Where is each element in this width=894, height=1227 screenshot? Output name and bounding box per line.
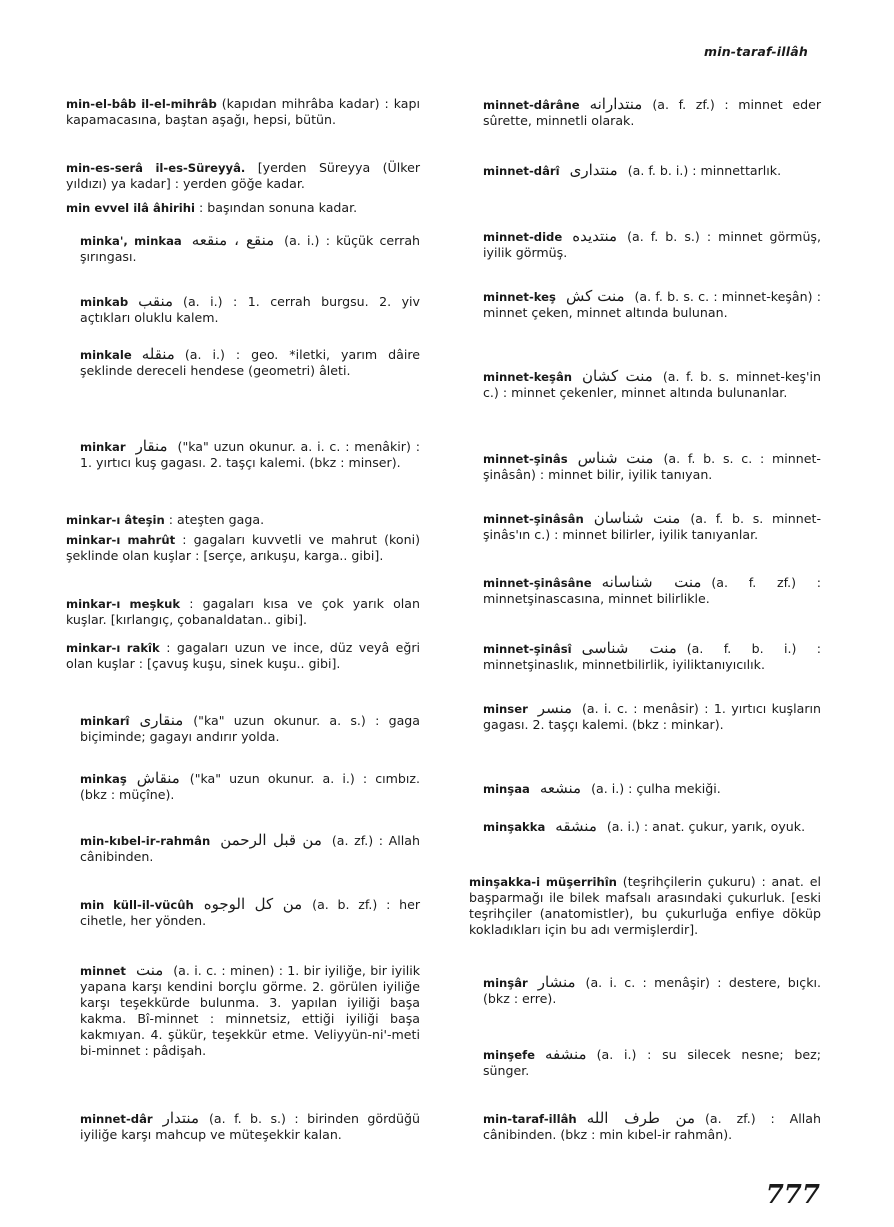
entry-headword: minser xyxy=(483,702,528,716)
dictionary-entry xyxy=(447,228,821,261)
dictionary-entry xyxy=(447,96,821,129)
entry-headword: min küll-il-vücûh xyxy=(80,898,194,912)
entry-headword: minnet-şinâsân xyxy=(483,512,584,526)
dictionary-entry xyxy=(447,1110,821,1143)
dictionary-entry xyxy=(44,596,420,628)
dictionary-entry xyxy=(447,574,821,607)
entry-arabic-script: منشقه xyxy=(555,817,597,835)
entry-definition: (a. f. b. s. c. : minnet-keşân) : minnet çeken, minnet altında bulunan. xyxy=(483,289,821,320)
entry-definition: (a. f. b. s. minnet-keş'in c.) : minnet çekenler, minnet altında bulunanlar. xyxy=(483,369,821,400)
entry-arabic-script: من طرف الله xyxy=(586,1109,696,1127)
entry-definition: (a. f. zf.) : minnetşinascasına, minnet bilirlikle. xyxy=(483,575,821,606)
entry-headword: min-kıbel-ir-rahmân xyxy=(80,834,211,848)
entry-headword: minkar-ı meşkuk xyxy=(66,597,181,611)
dictionary-entry xyxy=(447,974,821,1007)
dictionary-entry xyxy=(44,200,420,216)
dictionary-entry xyxy=(44,293,420,326)
entry-definition: (a. f. zf.) : minnet eder sûrette, minnetli olarak. xyxy=(483,97,821,128)
entry-arabic-script: من كل الوجوه xyxy=(203,895,303,913)
entry-definition: : gagaları uzun ve ince, düz veyâ eğri olan kuşlar : [çavuş kuşu, sinek kuşu.. gibi]. xyxy=(66,640,420,671)
entry-headword: minkab xyxy=(80,295,129,309)
dictionary-entry xyxy=(44,832,420,865)
entry-arabic-script: منشعه xyxy=(539,779,582,797)
entry-headword: minnet-şinâs xyxy=(483,452,568,466)
entry-definition: : gagaları kuvvetli ve mahrut (koni) şeklinde olan kuşlar : [serçe, arıkuşu, karga.. gibi]. xyxy=(66,532,420,563)
entry-definition: (a. i.) : çulha mekiği. xyxy=(591,781,721,796)
entry-definition: (a. f. b. s.) : minnet görmüş, iyilik görmüş. xyxy=(483,229,821,260)
dictionary-entry xyxy=(447,874,821,938)
dictionary-entry xyxy=(44,1110,420,1143)
dictionary-entry xyxy=(44,438,420,471)
entry-definition: (a. i.) : anat. çukur, yarık, oyuk. xyxy=(606,819,806,834)
entry-arabic-script: منقارى xyxy=(139,711,184,729)
entry-definition: (a. i.) : su silecek nesne; bez; sünger. xyxy=(483,1047,821,1078)
entry-headword: minşaa xyxy=(483,782,530,796)
entry-headword: minnet-keşân xyxy=(483,370,573,384)
entry-arabic-script: من قبل الرحمن xyxy=(220,831,322,849)
entry-headword: minnet-dârî xyxy=(483,164,560,178)
entry-headword: minnet-şinâsî xyxy=(483,642,572,656)
entry-headword: minşefe xyxy=(483,1048,535,1062)
entry-arabic-script: منقار xyxy=(135,437,168,455)
entry-arabic-script: منت شناسانه xyxy=(601,573,702,591)
entry-headword: minnet-dide xyxy=(483,230,563,244)
dictionary-entry xyxy=(447,1046,821,1079)
dictionary-entry xyxy=(44,712,420,745)
entry-arabic-script: منقله xyxy=(141,345,175,363)
dictionary-entry xyxy=(44,96,420,128)
entry-headword: min evvel ilâ âhirihi xyxy=(66,201,195,215)
entry-headword: min-taraf-illâh xyxy=(483,1112,577,1126)
entry-definition: (a. f. b. s. minnet-şinâs'ın c.) : minnet bilirler, iyilik tanıyanlar. xyxy=(483,511,821,542)
entry-definition: ("ka" uzun okunur. a. i. c. : menâkir) : 1. yırtıcı kuş gagası. 2. taşçı kalemi. (bkz : minser). xyxy=(80,439,420,470)
entry-headword: minkar-ı mahrût xyxy=(66,533,176,547)
entry-arabic-script: منتدارى xyxy=(569,161,618,179)
dictionary-entry xyxy=(447,640,821,673)
entry-definition: : gagaları kısa ve çok yarık olan kuşlar. [kırlangıç, çobanaldatan.. gibi]. xyxy=(66,596,420,627)
dictionary-entry xyxy=(44,232,420,265)
running-head: min-taraf-illâh xyxy=(703,44,808,59)
dictionary-entry xyxy=(44,640,420,672)
entry-definition: : başından sonuna kadar. xyxy=(199,200,358,215)
entry-headword: minnet xyxy=(80,964,126,978)
entry-arabic-script: منت كشان xyxy=(582,367,653,385)
dictionary-entry xyxy=(447,450,821,483)
entry-arabic-script: منقاش xyxy=(136,769,180,787)
entry-definition: (a. i. c. : minen) : 1. bir iyiliğe, bir iyilik yapana karşı kendini borçlu görme. 2. görülen iyiliğe karşı teşekkürde bulunma. 3. yapılan iyiliği başa kakma. Bî-minnet : minnetsiz, ettiği iyiliği başa kakmıyan. 4. şükür, teşekkür etme. Veliyyün-ni'-meti bi-minnet : pâdişah. xyxy=(80,963,420,1058)
entry-arabic-script: منت شناسى xyxy=(581,639,677,657)
entry-headword: minşakka xyxy=(483,820,546,834)
entry-headword: minkar-ı rakîk xyxy=(66,641,160,655)
entry-definition: ("ka" uzun okunur. a. i.) : cımbız. (bkz : müçîne). xyxy=(80,771,420,802)
entry-arabic-script: منشار xyxy=(537,973,576,991)
entry-definition: (a. f. b. i.) : minnettarlık. xyxy=(627,163,782,178)
entry-arabic-script: منقع ، منقعه xyxy=(191,231,275,249)
entry-definition: (a. i.) : 1. cerrah burgsu. 2. yiv açtıkları oluklu kalem. xyxy=(80,294,420,325)
dictionary-entry xyxy=(447,510,821,543)
entry-definition: (a. i.) : geo. *iletki, yarım dâire şeklinde dereceli hendese (geometri) âleti. xyxy=(80,347,420,378)
entry-headword: minkar-ı âteşin xyxy=(66,513,165,527)
dictionary-entry xyxy=(44,160,420,192)
dictionary-entry xyxy=(447,780,821,797)
entry-definition: (a. i.) : küçük cerrah şırıngası. xyxy=(80,233,421,264)
entry-arabic-script: منشفه xyxy=(544,1045,587,1063)
entry-arabic-script: منتدار xyxy=(162,1109,199,1127)
entry-headword: minkarî xyxy=(80,714,130,728)
entry-headword: minkar xyxy=(80,440,126,454)
entry-headword: min-es-serâ il-es-Süreyyâ. xyxy=(66,161,246,175)
dictionary-entry xyxy=(44,962,420,1059)
entry-arabic-script: منقب xyxy=(138,292,174,310)
entry-headword: min-el-bâb il-el-mihrâb xyxy=(66,97,217,111)
dictionary-entry xyxy=(44,770,420,803)
entry-definition: (a. zf.) : Allah cânibinden. (bkz : min kıbel-ir rahmân). xyxy=(483,1111,821,1142)
entry-headword: minşakka-i müşerrihîn xyxy=(469,875,617,889)
entry-definition: : ateşten gaga. xyxy=(168,512,265,527)
entry-headword: minnet-dârâne xyxy=(483,98,580,112)
entry-definition: (a. i. c. : menâşir) : destere, bıçkı. (bkz : erre). xyxy=(483,975,821,1006)
entry-definition: (a. f. b. s. c. : minnet-şinâsân) : minnet bilir, iyilik tanıyan. xyxy=(483,451,821,482)
entry-arabic-script: منت شناسان xyxy=(593,509,681,527)
entry-arabic-script: منتديده xyxy=(572,227,618,245)
dictionary-entry xyxy=(447,288,821,321)
dictionary-entry xyxy=(44,346,420,379)
entry-definition: ("ka" uzun okunur. a. s.) : gaga biçiminde; gagayı andırır yolda. xyxy=(80,713,420,744)
dictionary-entry xyxy=(44,896,420,929)
entry-definition: [yerden Süreyya (Ülker yıldızı) ya kadar] : yerden göğe kadar. xyxy=(66,160,420,191)
entry-definition: (kapıdan mihrâba kadar) : kapı kapamacasına, baştan aşağı, hepsi, bütün. xyxy=(66,96,420,127)
dictionary-entry xyxy=(447,162,821,179)
dictionary-entry xyxy=(447,818,821,835)
dictionary-entry xyxy=(447,700,821,733)
entry-headword: minşâr xyxy=(483,976,528,990)
entry-arabic-script: منت شناس xyxy=(577,449,654,467)
entry-headword: minka', minkaa xyxy=(80,234,182,248)
dictionary-entry xyxy=(447,368,821,401)
entry-headword: minnet-dâr xyxy=(80,1112,153,1126)
entry-arabic-script: منسر xyxy=(537,699,573,717)
dictionary-entry xyxy=(44,532,420,564)
entry-definition: (a. zf.) : Allah cânibinden. xyxy=(80,833,420,864)
entry-definition: (a. b. zf.) : her cihetle, her yönden. xyxy=(80,897,421,928)
entry-definition: (a. i. c. : menâsir) : 1. yırtıcı kuşların gagası. 2. taşçı kalemi. (bkz : minkar). xyxy=(483,701,821,732)
dictionary-entry xyxy=(44,512,420,528)
entry-definition: (a. f. b. s.) : birinden gördüğü iyiliğe karşı mahcup ve müteşekkir kalan. xyxy=(80,1111,420,1142)
entry-arabic-script: منت xyxy=(135,961,164,979)
entry-headword: minkaş xyxy=(80,772,127,786)
entry-definition: (a. f. b. i.) : minnetşinaslık, minnetbilirlik, iyiliktanıyıcılık. xyxy=(483,641,822,672)
page-number: 777 xyxy=(765,1180,820,1210)
entry-headword: minnet-keş xyxy=(483,290,556,304)
entry-headword: minkale xyxy=(80,348,132,362)
entry-definition: (teşrihçilerin çukuru) : anat. el başparmağı ile bilek mafsalı arasındaki çukurluk. [eski teşrihçiler (anatomistler), bu çukurluğa enfiye döküp kokladıkları için bu adı vermişlerdir]. xyxy=(469,874,821,937)
entry-headword: minnet-şinâsâne xyxy=(483,576,592,590)
entry-arabic-script: منت كش xyxy=(565,287,625,305)
entry-arabic-script: منتدارانه xyxy=(589,95,643,113)
